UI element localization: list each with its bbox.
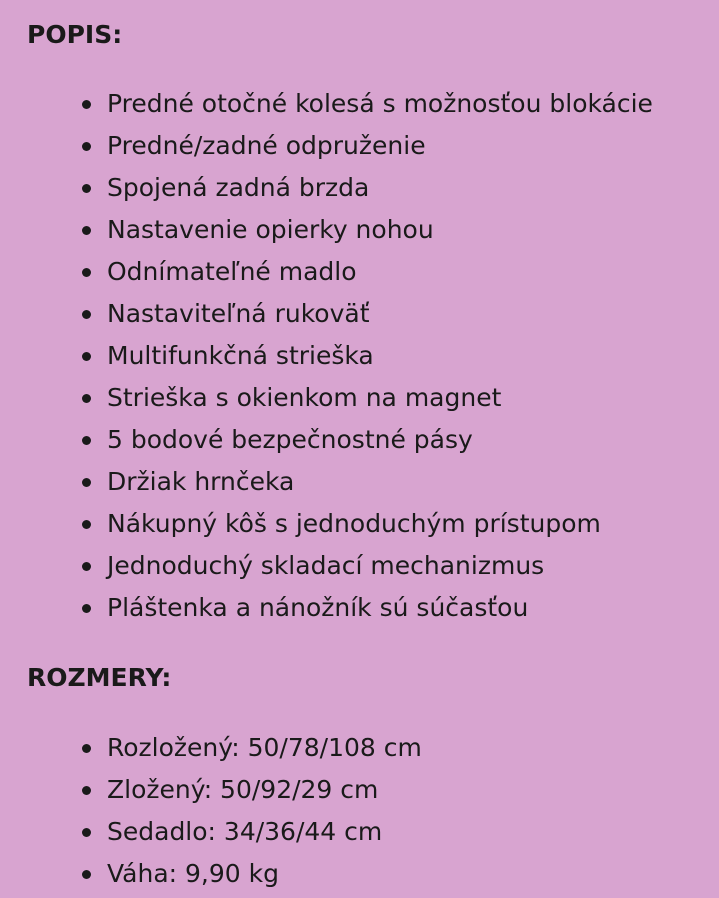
bullet-icon [82, 100, 91, 109]
bullet-icon [82, 520, 91, 529]
bullet-icon [82, 870, 91, 879]
popis-heading: POPIS: [27, 20, 123, 49]
bullet-icon [82, 310, 91, 319]
bullet-icon [82, 744, 91, 753]
rozmery-heading: ROZMERY: [27, 663, 172, 692]
bullet-icon [82, 184, 91, 193]
bullet-icon [82, 562, 91, 571]
bullet-icon [82, 478, 91, 487]
bullet-icon [82, 604, 91, 613]
bullet-icon [82, 786, 91, 795]
bullet-icon [82, 226, 91, 235]
bullet-icon [82, 142, 91, 151]
bullet-icon [82, 268, 91, 277]
bullet-icon [82, 828, 91, 837]
bullet-icon [82, 394, 91, 403]
bullet-icon [82, 352, 91, 361]
bullet-icon [82, 436, 91, 445]
